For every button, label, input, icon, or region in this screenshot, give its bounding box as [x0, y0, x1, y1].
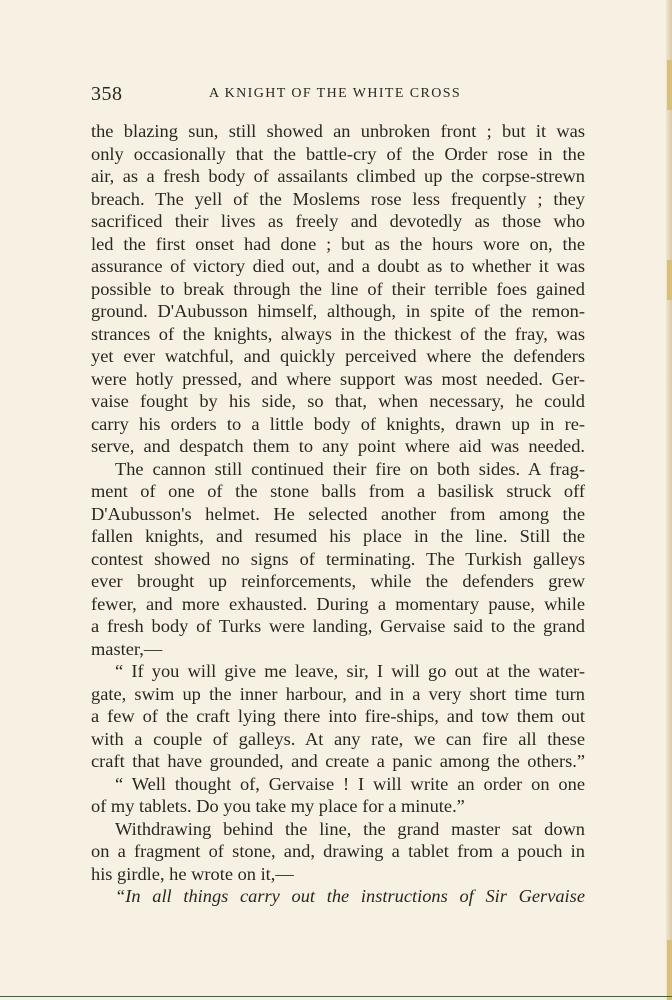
page-edge — [666, 0, 672, 1000]
text-line: a few of the craft lying there into fire-ships, and tow them out — [91, 706, 585, 726]
text-line: air, as a fresh body of assailants climbed up the corpse-strewn — [91, 166, 585, 186]
text-line: craft that have grounded, and create a panic among the others.” — [91, 751, 585, 771]
text-line: The cannon still continued their fire on both sides. A frag- — [115, 458, 585, 479]
text-line: master,— — [91, 638, 163, 659]
text-line: a fresh body of Turks were landing, Gervaise said to the grand — [91, 616, 585, 636]
running-title: A KNIGHT OF THE WHITE CROSS — [209, 86, 462, 101]
bottom-rule — [0, 996, 672, 997]
text-line: Withdrawing behind the line, the grand master sat down — [115, 818, 585, 839]
text-line: possible to break through the line of their terrible foes gained — [91, 278, 585, 299]
text-line: D'Aubusson's helmet. He selected another from among the — [91, 503, 585, 524]
text-line: were hotly pressed, and where support was most needed. Ger- — [91, 368, 585, 389]
text-line: ground. D'Aubusson himself, although, in spite of the remon- — [91, 301, 585, 321]
text-line: sacrificed their lives as freely and devotedly as those who — [91, 211, 585, 231]
text-line: assurance of victory died out, and a doubt as to whether it was — [91, 256, 585, 276]
text-line: ment of one of the stone balls from a basilisk struck off — [91, 481, 585, 501]
page-header — [91, 83, 587, 107]
text-line: his girdle, he wrote on it,— — [91, 863, 294, 884]
text-line: “ If you will give me leave, sir, I will go out at the water- — [115, 661, 585, 681]
text-line: contest showed no signs of terminating. The Turkish galleys — [91, 548, 585, 569]
page-edge-mark — [667, 60, 672, 110]
text-line: with a couple of galleys. At any rate, we can fire all these — [91, 728, 585, 749]
page-edge-mark — [667, 260, 672, 300]
text-line: the blazing sun, still showed an unbroken front ; but it was — [91, 121, 585, 141]
text-line: fallen knights, and resumed his place in the line. Still the — [91, 526, 585, 546]
text-line: fewer, and more exhausted. During a momentary pause, while — [91, 593, 585, 614]
text-line: on a fragment of stone, and, drawing a tablet from a pouch in — [91, 841, 585, 861]
page-number: 358 — [91, 83, 123, 105]
text-line: serve, and despatch them to any point where aid was needed. — [91, 436, 585, 456]
text-line: strances of the knights, always in the thickest of the fray, was — [91, 323, 585, 344]
text-line: breach. The yell of the Moslems rose less frequently ; they — [91, 188, 585, 209]
text-line: ever brought up reinforcements, while the defenders grew — [91, 571, 585, 591]
text-line: of my tablets. Do you take my place for a minute.” — [91, 796, 465, 816]
text-line: led the first onset had done ; but as the hours wore on, the — [91, 233, 585, 254]
text-line: vaise fought by his side, so that, when necessary, he could — [91, 391, 585, 411]
page-edge-mark — [667, 940, 672, 1000]
text-line: “In all things carry out the instructions of Sir Gervaise — [115, 886, 585, 906]
text-line: yet ever watchful, and quickly perceived where the defenders — [91, 346, 585, 366]
body-text — [91, 120, 585, 908]
text-line: only occasionally that the battle-cry of the Order rose in the — [91, 143, 585, 164]
text-line: carry his orders to a little body of knights, drawn up in re- — [91, 413, 585, 434]
text-line: gate, swim up the inner harbour, and in a very short time turn — [91, 683, 585, 704]
text-line: “ Well thought of, Gervaise ! I will write an order on one — [115, 773, 585, 794]
